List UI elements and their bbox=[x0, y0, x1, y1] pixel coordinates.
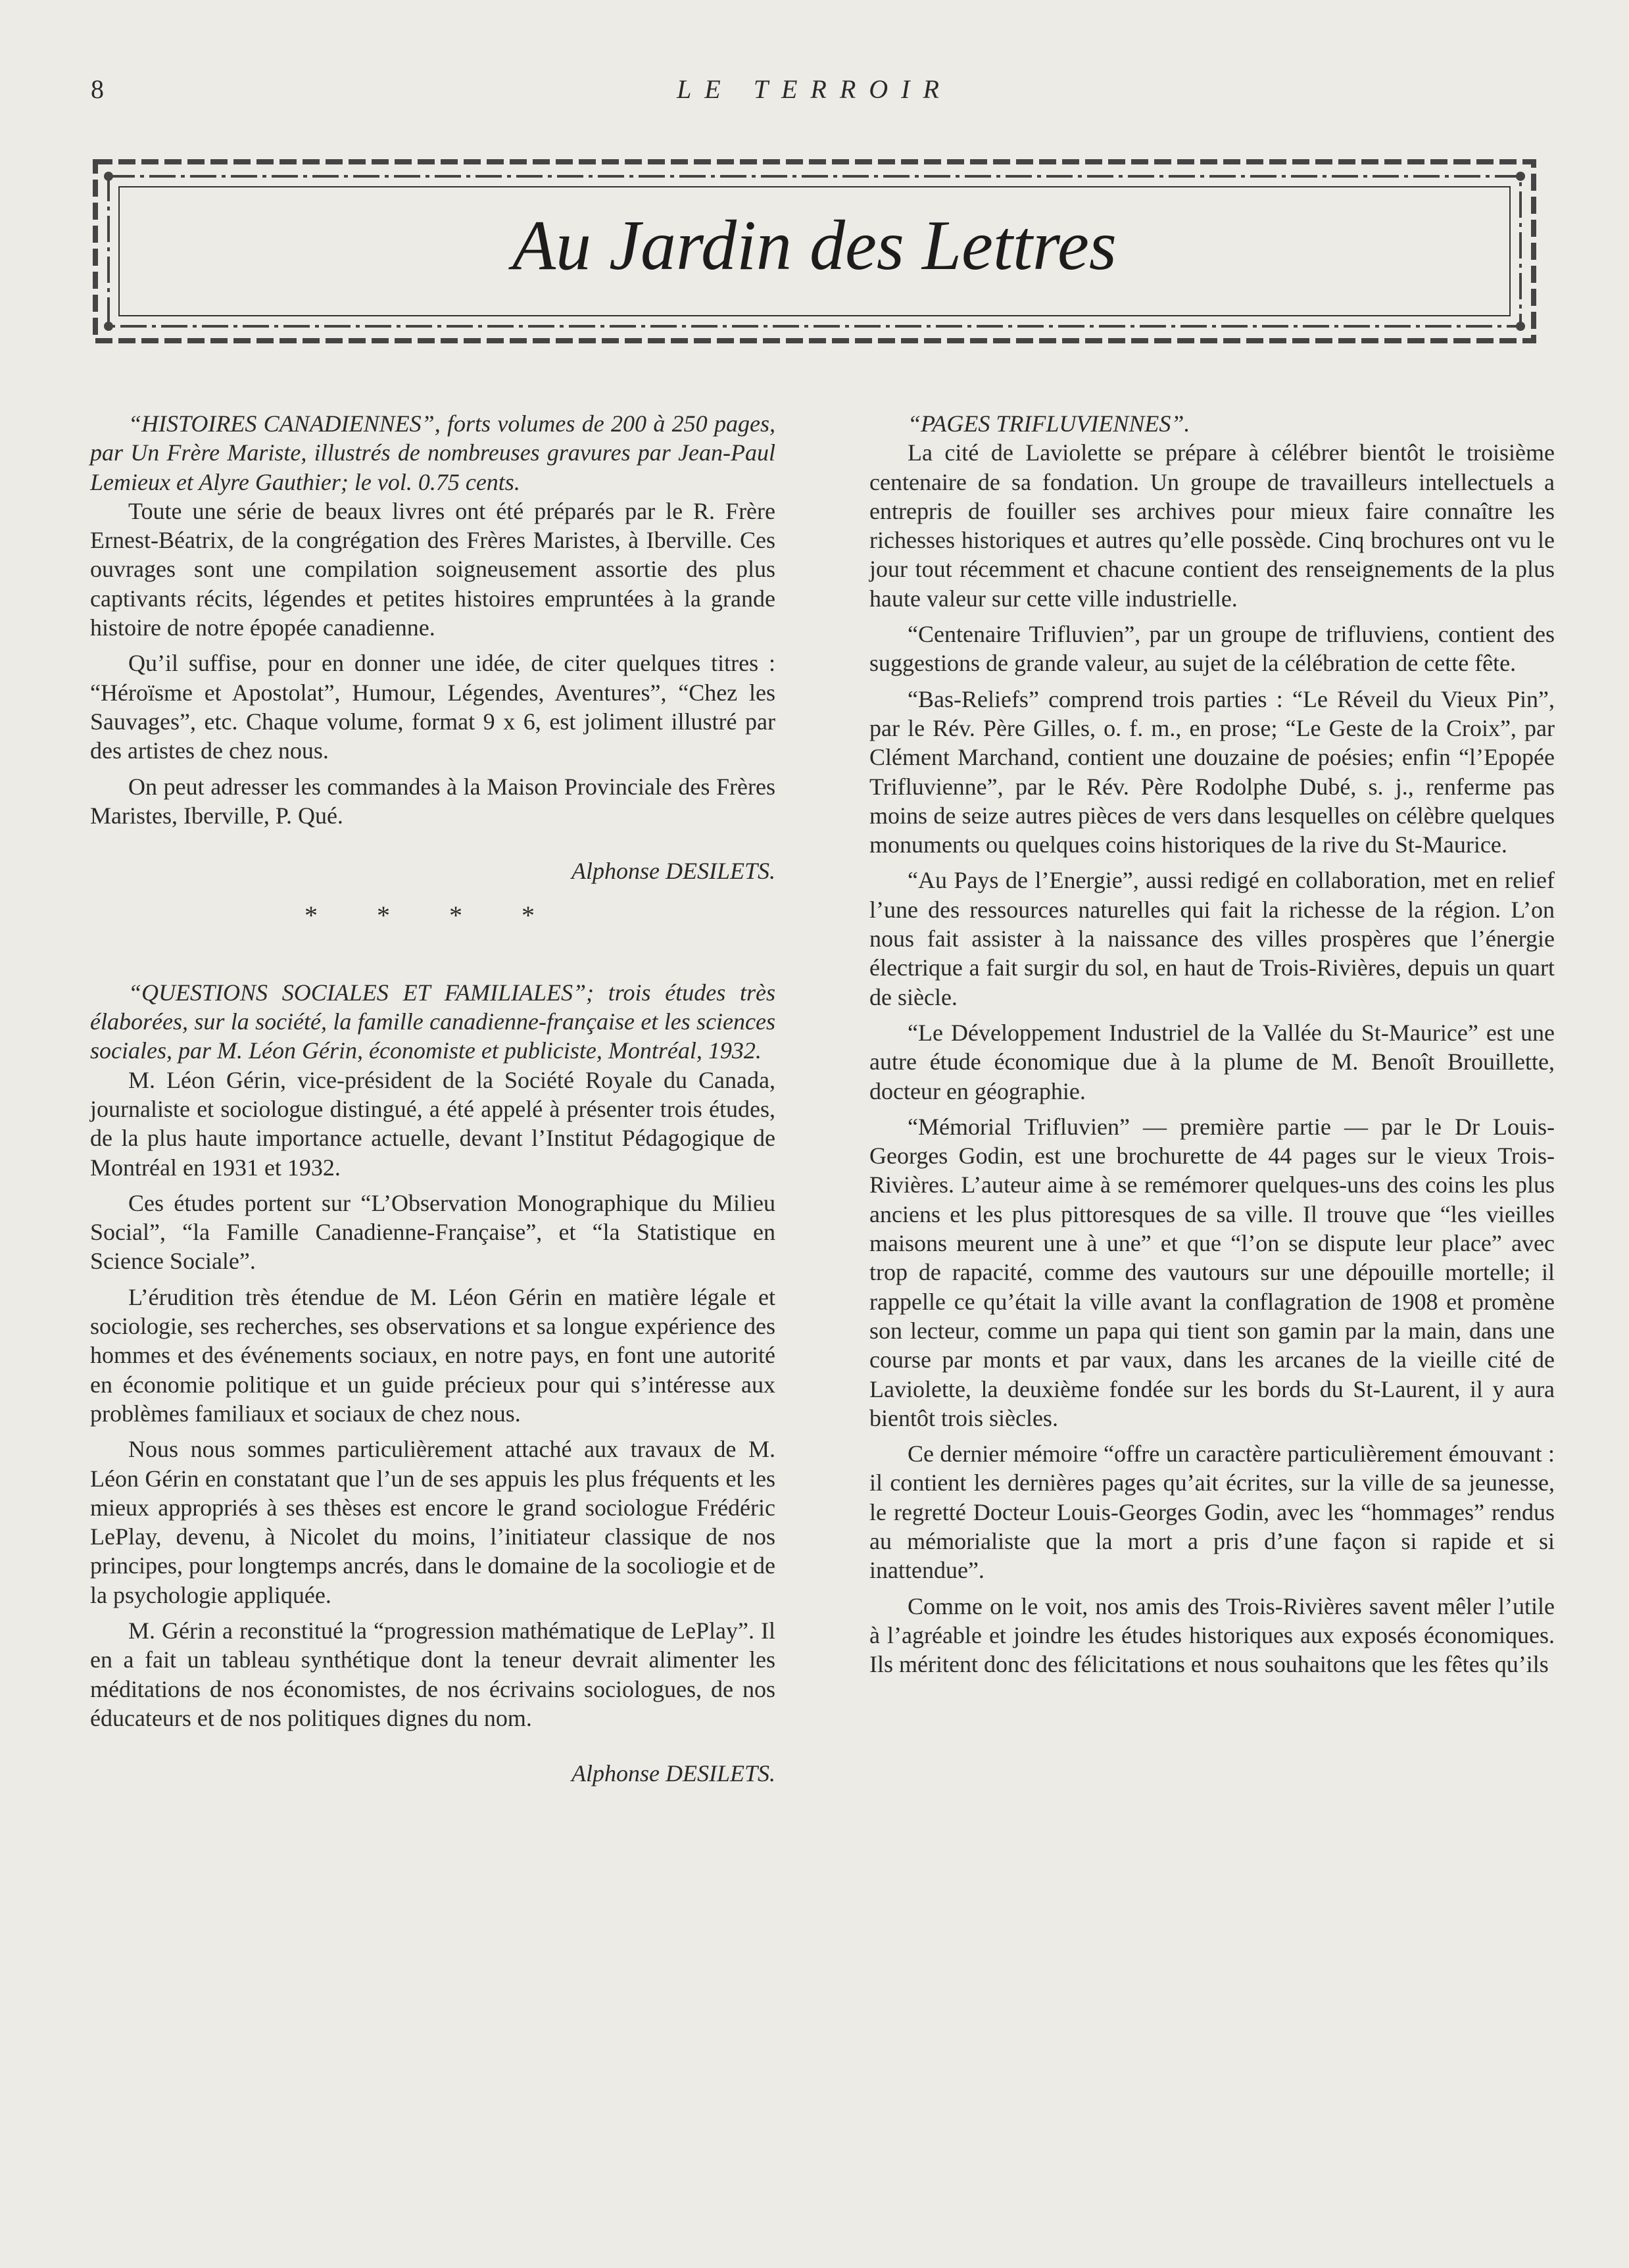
paragraph: Toute une série de beaux livres ont été préparés par le R. Frère Ernest-Béatrix, de la congrégation des Frères Maristes, à Iberville. Ces ouvrages sont une compilation soigneusement assortie des plus captivants récits, légendes et petites histoires empruntées à la grande histoire de notre épopée canadienne. bbox=[90, 497, 775, 641]
paragraph: “Bas-Reliefs” comprend trois parties : “Le Réveil du Vieux Pin”, par le Rév. Père Gilles, o. f. m., en prose; “Le Geste de la Croix”, par Clément Marchand, contient une douzaine de poésies; enfin “l’Epopée Trifluvienne”, par le Rév. Père Rodolphe Dubé, s. j., renferme pas moins de seize autres pièces de vers dans lesquelles on célèbre quelques monuments ou quelques coins historiques de la rive du St-Maurice. bbox=[869, 685, 1555, 858]
paragraph: L’érudition très étendue de M. Léon Gérin en matière légale et sociologie, ses recherches, ses observations et sa longue expérience des hommes et des événements sociaux, en notre pays, en font une autorité en économie politique et un guide précieux pour qui s’intéresse aux problèmes familiaux et sociaux de chez nous. bbox=[90, 1283, 775, 1427]
paragraph: M. Gérin a reconstitué la “progression mathématique de LePlay”. Il en a fait un tableau synthétique dont la teneur devrait alimenter les méditations de nos économistes, de nos écrivains sociologues, de nos éducateurs et de nos politiques dignes du nom. bbox=[90, 1617, 775, 1731]
signature: Alphonse DESILETS. bbox=[571, 858, 775, 885]
paragraph: Ce dernier mémoire “offre un caractère particulièrement émouvant : il contient les dernières pages qu’ait écrites, sur la ville de sa jeunesse, le regretté Docteur Louis-Georges Godin, avec les “hommages” rendus au mémorialiste que la mort a pris d’une façon si rapide et si inattendue”. bbox=[869, 1441, 1555, 1584]
paragraph: Comme on le voit, nos amis des Trois-Rivières savent mêler l’utile à l’agréable et joindre les études historiques aux exposés économiques. Ils méritent donc des félicitations et nous souhaitons que les fêtes qu’ils bbox=[869, 1592, 1555, 1678]
review-heading: “QUESTIONS SOCIALES ET FAMILIALES”; trois études très élaborées, sur la société, la famille canadienne-française et les sciences sociales, par M. Léon Gérin, économiste et publiciste, Montréal, 1932. bbox=[90, 979, 775, 1064]
paragraph: “Au Pays de l’Energie”, aussi redigé en collaboration, met en relief l’une des ressources naturelles qui fait la richesse de la région. L’on nous fait assister à la naissance des villes prospères que l’énergie électrique a fait surgir du sol, en haut de Trois-Rivières, depuis un quart de siècle. bbox=[869, 867, 1555, 1010]
review-heading: “HISTOIRES CANADIENNES”, forts volumes de 200 à 250 pages, par Un Frère Mariste, illustrés de nombreuses gravures par Jean-Paul Lemieux et Alyre Gauthier; le vol. 0.75 cents. bbox=[90, 410, 775, 495]
paragraph: “Centenaire Trifluvien”, par un groupe de trifluviens, contient des suggestions de grande valeur, au sujet de la célébration de cette fête. bbox=[869, 621, 1555, 677]
section-title: Au Jardin des Lettres bbox=[512, 207, 1117, 285]
paragraph: “Mémorial Trifluvien” — première partie — par le Dr Louis-Georges Godin, est une brochurette de 44 pages sur le vieux Trois-Rivières. L’auteur aime à se remémorer quelques-uns des coins les plus anciens et les plus pittoresques de sa ville. Il trouve que “les vieilles maisons meurent une à une” et que “l’on se dispute leur place” avec trop de rapacité, comme des vautours sur une dépouille mortelle; il rappelle ce qu’était la ville avant la conflagration de 1908 et promène son lecteur, comme un papa qui tient son gamin par la main, dans une course par monts et par vaux, dans les arcanes de la vieille cité de Laviolette, la deuxième fondée sur les bords du St-Laurent, il y aura bientôt trois siècles. bbox=[869, 1113, 1555, 1431]
paragraph: On peut adresser les commandes à la Maison Provinciale des Frères Maristes, Iberville, P. Qué. bbox=[90, 773, 775, 829]
review-heading: “PAGES TRIFLUVIENNES”. bbox=[908, 410, 1190, 437]
section-separator: * * * * bbox=[304, 900, 561, 931]
paragraph: “Le Développement Industriel de la Vallée du St-Maurice” est une autre étude économique due à la plume de M. Benoît Brouillette, docteur en géographie. bbox=[869, 1019, 1555, 1104]
paragraph: Ces études portent sur “L’Observation Monographique du Milieu Social”, “la Famille Canadienne-Française”, et “la Statistique en Science Sociale”. bbox=[90, 1189, 775, 1275]
section-banner bbox=[90, 153, 1539, 350]
paragraph: La cité de Laviolette se prépare à célébrer bientôt le troisième centenaire de sa fondation. Un groupe de travailleurs intellectuels a entrepris de fouiller ses archives pour mieux faire connaître les richesses historiques et autres qu’elle possède. Cinq brochures ont vu le jour tout récemment et chacune contient des renseignements de la plus haute valeur sur cette ville industrielle. bbox=[869, 439, 1555, 612]
paragraph: Nous nous sommes particulièrement attaché aux travaux de M. Léon Gérin en constatant que l’un de ses appuis les plus fréquents et les mieux appropriés à ses thèses est encore le grand sociologue Frédéric LePlay, devenu, à Nicolet du moins, l’initiateur classique de nos principes, pour longtemps ancrés, dans le domaine de la socoliogie et de la psychologie appliquée. bbox=[90, 1436, 775, 1608]
page-number: 8 bbox=[91, 74, 104, 104]
signature: Alphonse DESILETS. bbox=[571, 1760, 775, 1787]
paragraph: Qu’il suffise, pour en donner une idée, de citer quelques titres : “Héroïsme et Apostolat”, Humour, Légendes, Aventures”, “Chez les Sauvages”, etc. Chaque volume, format 9 x 6, est joliment illustré par des artistes de chez nous. bbox=[90, 650, 775, 764]
running-head: LE TERROIR bbox=[677, 74, 952, 104]
left-column bbox=[90, 409, 775, 1788]
right-column bbox=[869, 409, 1555, 1679]
paragraph: M. Léon Gérin, vice-président de la Société Royale du Canada, journaliste et sociologue distingué, a été appelé à présenter trois études, de la plus haute importance actuelle, devant l’Institut Pédagogique de Montréal en 1931 et 1932. bbox=[90, 1066, 775, 1181]
